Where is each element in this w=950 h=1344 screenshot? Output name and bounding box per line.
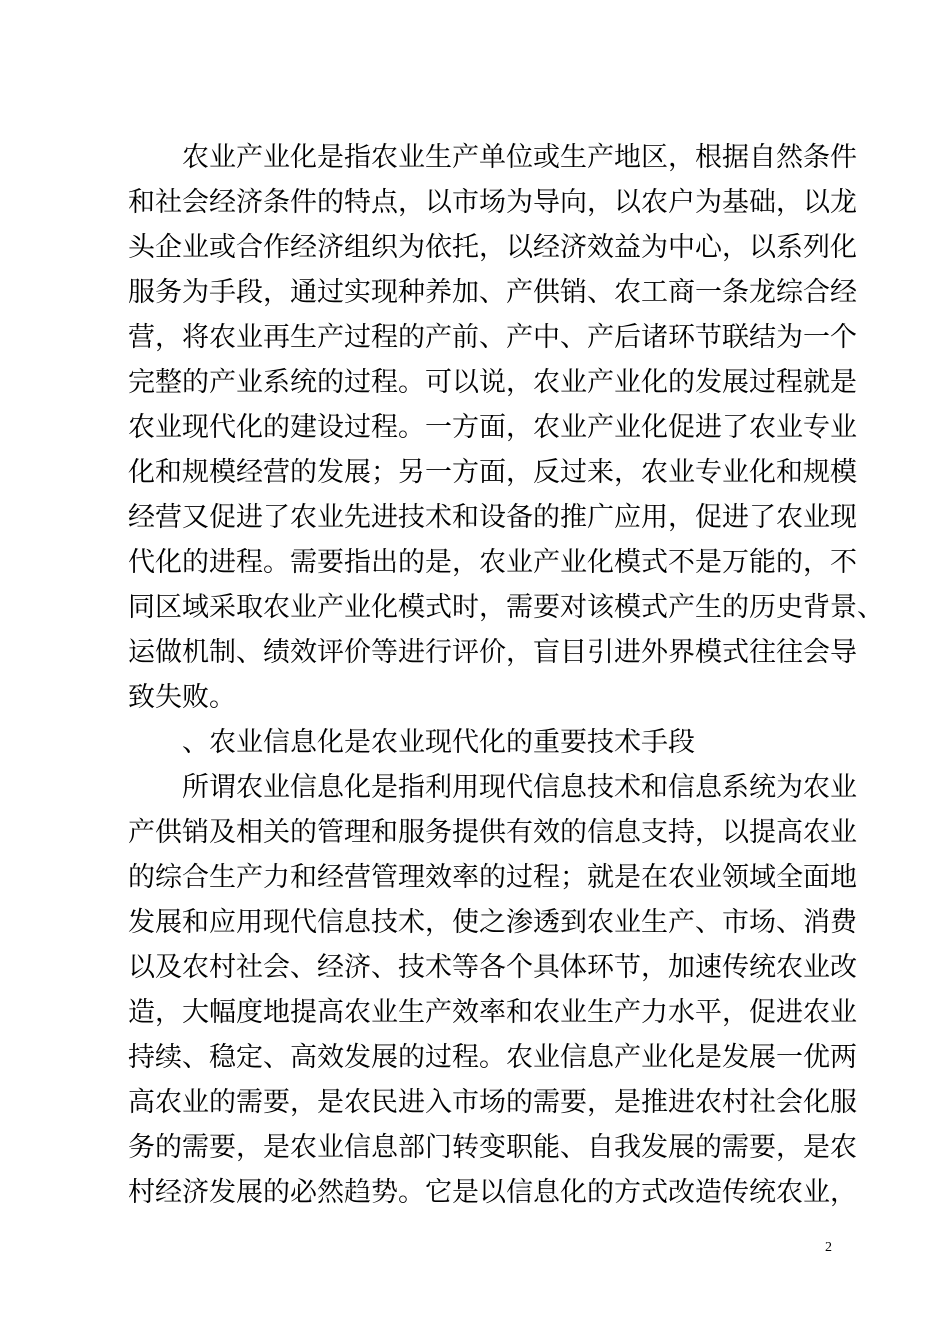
paragraph-line: 的综合生产力和经营管理效率的过程；就是在农业领域全面地 bbox=[128, 862, 857, 893]
paragraph-line: 和社会经济条件的特点，以市场为导向，以农户为基础，以龙 bbox=[128, 187, 857, 218]
paragraph-line: 经营又促进了农业先进技术和设备的推广应用，促进了农业现 bbox=[128, 502, 857, 533]
paragraph-line: 营，将农业再生产过程的产前、产中、产后诸环节联结为一个 bbox=[128, 322, 857, 353]
paragraph-line: 化和规模经营的发展；另一方面，反过来，农业专业化和规模 bbox=[128, 457, 857, 488]
page-number: 2 bbox=[825, 1240, 832, 1255]
paragraph-line: 致失败。 bbox=[128, 682, 236, 713]
paragraph-line: 务的需要，是农业信息部门转变职能、自我发展的需要，是农 bbox=[128, 1132, 857, 1163]
paragraph-line: 完整的产业系统的过程。可以说，农业产业化的发展过程就是 bbox=[128, 367, 857, 398]
paragraph-line: 产供销及相关的管理和服务提供有效的信息支持，以提高农业 bbox=[128, 817, 857, 848]
paragraph-line: 头企业或合作经济组织为依托，以经济效益为中心，以系列化 bbox=[128, 232, 857, 263]
paragraph-line: 运做机制、绩效评价等进行评价，盲目引进外界模式往往会导 bbox=[128, 637, 857, 668]
section-heading: 、农业信息化是农业现代化的重要技术手段 bbox=[182, 727, 695, 758]
paragraph-line: 代化的进程。需要指出的是，农业产业化模式不是万能的，不 bbox=[128, 547, 857, 578]
paragraph-line: 村经济发展的必然趋势。它是以信息化的方式改造传统农业， bbox=[128, 1177, 857, 1208]
paragraph-line: 同区域采取农业产业化模式时，需要对该模式产生的历史背景、 bbox=[128, 592, 884, 623]
paragraph-line: 持续、稳定、高效发展的过程。农业信息产业化是发展一优两 bbox=[128, 1042, 857, 1073]
paragraph-line: 造，大幅度地提高农业生产效率和农业生产力水平，促进农业 bbox=[128, 997, 857, 1028]
paragraph-line: 农业产业化是指农业生产单位或生产地区，根据自然条件 bbox=[182, 142, 857, 173]
paragraph-line: 以及农村社会、经济、技术等各个具体环节，加速传统农业改 bbox=[128, 952, 857, 983]
paragraph-line: 所谓农业信息化是指利用现代信息技术和信息系统为农业 bbox=[182, 772, 857, 803]
paragraph-line: 高农业的需要，是农民进入市场的需要，是推进农村社会化服 bbox=[128, 1087, 857, 1118]
paragraph-line: 农业现代化的建设过程。一方面，农业产业化促进了农业专业 bbox=[128, 412, 857, 443]
paragraph-line: 服务为手段，通过实现种养加、产供销、农工商一条龙综合经 bbox=[128, 277, 857, 308]
paragraph-line: 发展和应用现代信息技术，使之渗透到农业生产、市场、消费 bbox=[128, 907, 857, 938]
